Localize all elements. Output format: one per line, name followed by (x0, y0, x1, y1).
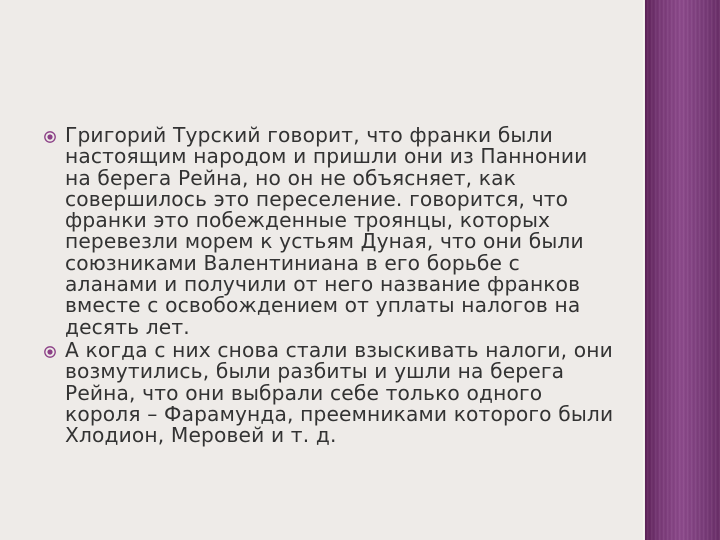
bullet-item (44, 337, 614, 448)
slide-content (44, 125, 614, 446)
radio-button-icon (44, 346, 56, 358)
bullet-item (44, 125, 614, 338)
bullet-text: А когда с них снова стали взыскивать налоги, они возмутились, были разбиты и ушли на берега Рейна, что они выбрали себе только одного короля – Фарамунда, преемниками которого были Хлодион, Меровей и т. д. (65, 337, 614, 448)
radio-button-icon (44, 131, 56, 143)
bullet-text: Григорий Турский говорит, что франки были настоящим народом и пришли они из Паннонии на берега Рейна, но он не объясняет, как совершилось это переселение. говорится, что франки это побежденные троянцы, которых перевезли морем к устьям Дуная, что они были союзниками Валентиниана в его борьбе с аланами и получили от него название франков вместе с освобождением от уплаты налогов на десять лет. (65, 123, 588, 339)
decorative-side-band (643, 0, 720, 540)
